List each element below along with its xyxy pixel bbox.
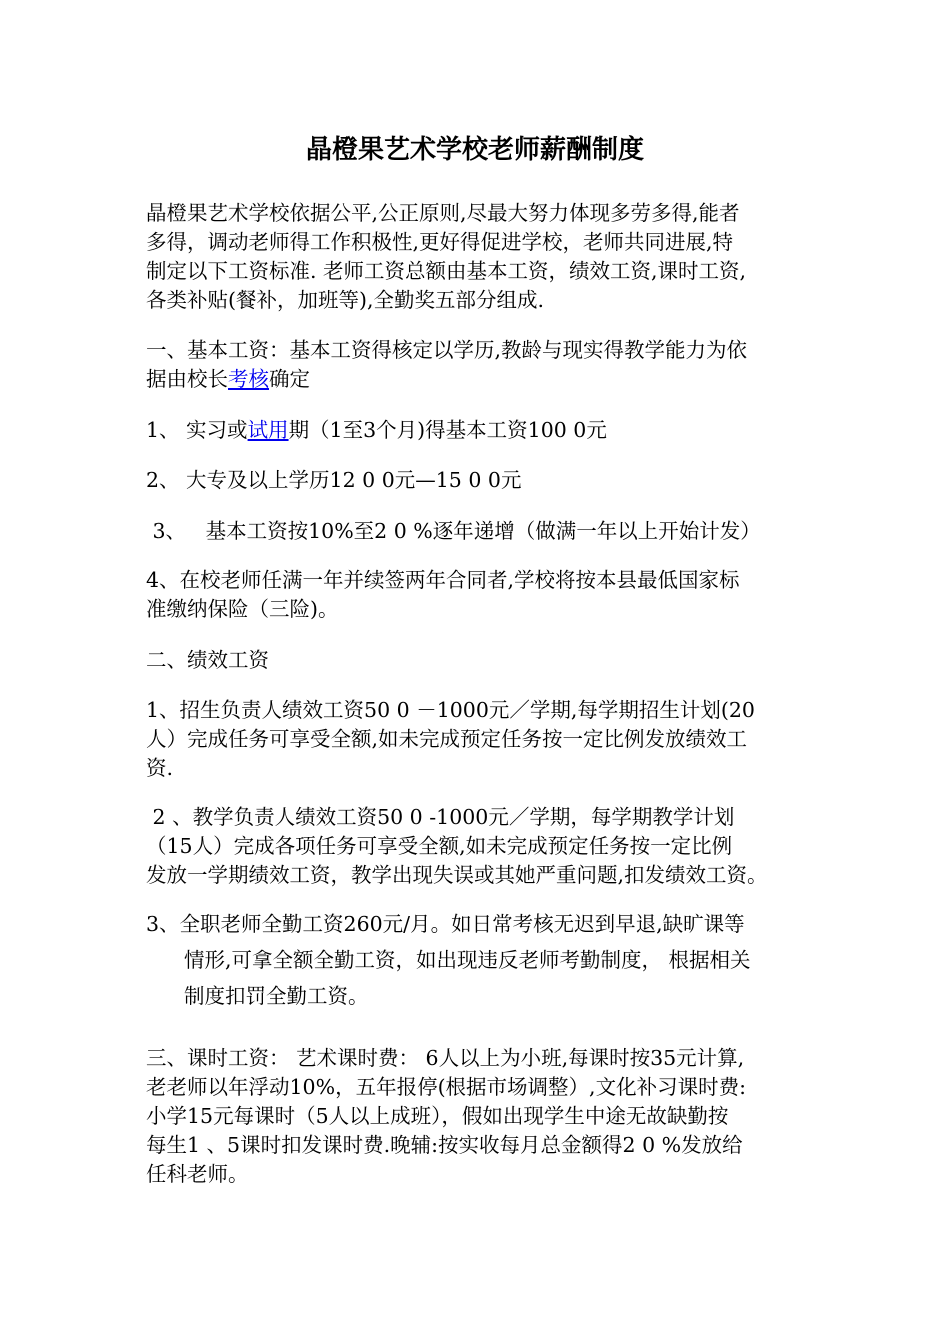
class-hour-salary-paragraph bbox=[146, 1044, 746, 1189]
item-line: 三、课时工资： 艺术课时费： 6人以上为小班,每课时按35元计算, bbox=[146, 1046, 745, 1070]
item-line: 3、全职老师全勤工资260元/月。如日常考核无迟到早退,缺旷课等 bbox=[146, 912, 745, 936]
performance-item-1 bbox=[146, 696, 755, 783]
item-line: 4、在校老师任满一年并续签两年合同者,学校将按本县最低国家标 bbox=[146, 568, 740, 592]
item-line: 发放一学期绩效工资，教学出现失误或其她严重问题,扣发绩效工资。 bbox=[146, 863, 768, 887]
intro-paragraph bbox=[146, 199, 746, 315]
document-title: 晶橙果艺术学校老师薪酬制度 bbox=[305, 135, 644, 165]
item-line: 准缴纳保险（三险)。 bbox=[146, 597, 339, 621]
intro-line: 多得，调动老师得工作积极性,更好得促进学校，老师共同进展,特 bbox=[146, 230, 734, 254]
intro-line: 制定以下工资标准. 老师工资总额由基本工资，绩效工资,课时工资, bbox=[146, 259, 747, 283]
basic-salary-heading-line: 一、基本工资：基本工资得核定以学历,教龄与现实得教学能力为依 bbox=[146, 338, 748, 362]
item-line: 资. bbox=[146, 756, 174, 780]
item-line: 每生1 、5课时扣发课时费.晚辅:按实收每月总金额得2 0 %发放给 bbox=[146, 1133, 743, 1157]
performance-salary-heading: 二、绩效工资 bbox=[146, 648, 269, 672]
intro-line: 各类补贴(餐补，加班等),全勤奖五部分组成. bbox=[146, 288, 545, 312]
item-line: 小学15元每课时（5人以上成班），假如出现学生中途无故缺勤按 bbox=[146, 1104, 729, 1128]
item-line: 情形,可拿全额全勤工资，如出现违反老师考勤制度， 根据相关 bbox=[184, 948, 751, 972]
basic-salary-item-2: 2、 大专及以上学历12 0 0元—15 0 0元 bbox=[146, 468, 522, 492]
probation-link[interactable]: 试用 bbox=[247, 418, 289, 442]
basic-salary-item-4 bbox=[146, 566, 740, 624]
performance-item-2 bbox=[146, 803, 768, 890]
item-line: 2 、教学负责人绩效工资50 0 -1000元／学期，每学期教学计划 bbox=[146, 805, 735, 829]
item-line: 人）完成任务可享受全额,如未完成预定任务按一定比例发放绩效工 bbox=[146, 727, 748, 751]
basic-salary-item-3: 3、 基本工资按10%至2 0 %逐年递增（做满一年以上开始计发） bbox=[146, 519, 761, 543]
basic-salary-heading bbox=[146, 336, 747, 394]
item-line: 任科老师。 bbox=[146, 1162, 249, 1186]
basic-salary-heading-line: 据由校长考核确定 bbox=[146, 367, 310, 391]
item-line: 1、招生负责人绩效工资50 0 －1000元／学期,每学期招生计划(20 bbox=[146, 698, 755, 722]
basic-salary-item-1: 1、 实习或试用期（1至3个月)得基本工资100 0元 bbox=[146, 418, 607, 442]
intro-line: 晶橙果艺术学校依据公平,公正原则,尽最大努力体现多劳多得,能者 bbox=[146, 201, 740, 225]
item-line: 老老师以年浮动10%，五年报停(根据市场调整）,文化补习课时费: bbox=[146, 1075, 746, 1099]
item-line: （15人）完成各项任务可享受全额,如未完成预定任务按一定比例 bbox=[146, 834, 733, 858]
item-line: 制度扣罚全勤工资。 bbox=[184, 984, 369, 1008]
performance-item-3 bbox=[146, 906, 751, 1014]
assessment-link[interactable]: 考核 bbox=[228, 367, 269, 391]
